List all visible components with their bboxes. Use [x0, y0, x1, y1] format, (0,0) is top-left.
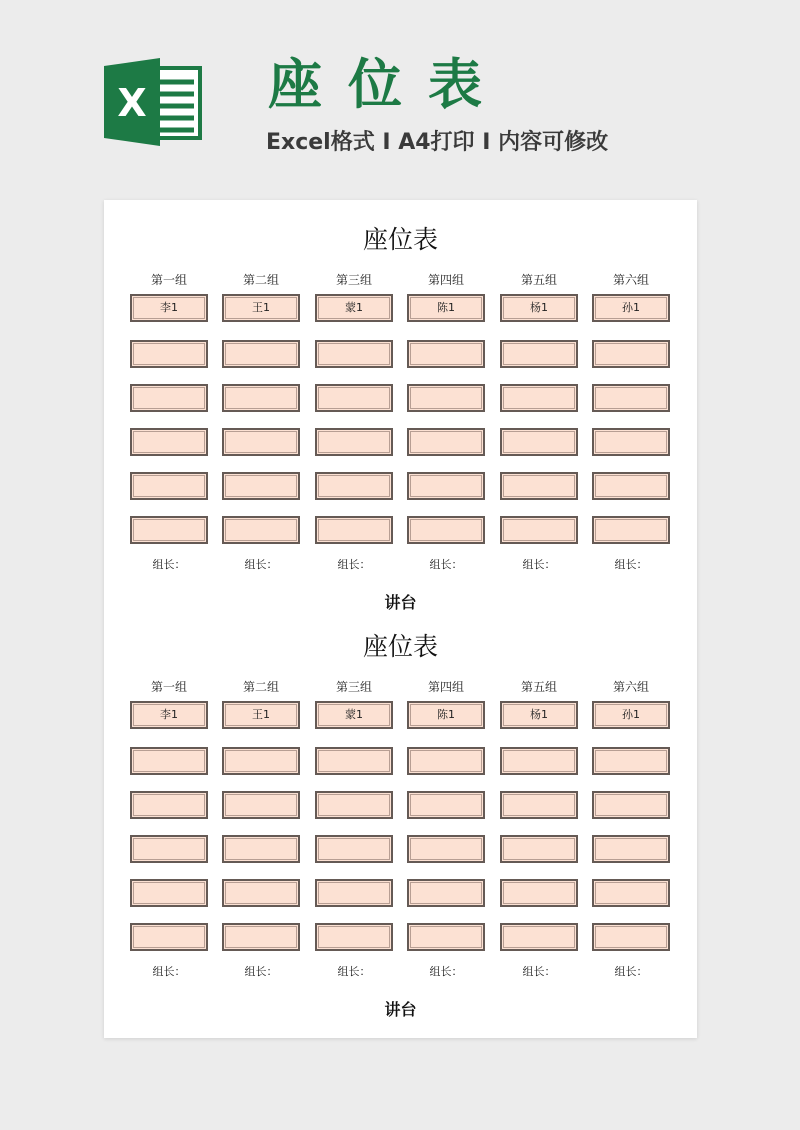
group-leader-label: 组长： — [429, 965, 463, 978]
seat-cell[interactable] — [500, 747, 578, 775]
seating-title: 座位表 — [362, 632, 438, 661]
seat-cell[interactable] — [222, 294, 300, 322]
seat-cell[interactable] — [222, 472, 300, 500]
seat-cell[interactable] — [130, 835, 208, 863]
seat-cell[interactable] — [130, 747, 208, 775]
seat-cell[interactable] — [407, 879, 485, 907]
group-header: 第六组 — [612, 273, 649, 287]
group-leader-label: 组长： — [429, 558, 463, 571]
seat-cell[interactable] — [130, 879, 208, 907]
seat-cell[interactable] — [315, 879, 393, 907]
seat-cell[interactable] — [130, 294, 208, 322]
seat-cell[interactable] — [222, 428, 300, 456]
seat-cell[interactable] — [407, 516, 485, 544]
seat-name: 李1 — [160, 708, 178, 721]
seat-cell[interactable] — [130, 472, 208, 500]
seat-cell[interactable] — [407, 340, 485, 368]
excel-icon-letter: X — [117, 81, 147, 125]
seat-cell[interactable] — [407, 835, 485, 863]
seat-cell[interactable] — [407, 428, 485, 456]
seat-cell[interactable] — [222, 340, 300, 368]
seat-cell[interactable] — [130, 923, 208, 951]
group-header: 第四组 — [427, 273, 464, 287]
seat-cell[interactable] — [500, 294, 578, 322]
seating-block — [104, 607, 697, 1017]
seat-cell[interactable] — [592, 294, 670, 322]
podium-label: 讲台 — [384, 1000, 417, 1019]
group-header: 第四组 — [427, 680, 464, 694]
seat-cell[interactable] — [407, 384, 485, 412]
seat-name: 陈1 — [437, 301, 455, 314]
group-header: 第三组 — [335, 680, 372, 694]
seat-cell[interactable] — [315, 923, 393, 951]
page-header — [0, 0, 800, 200]
seat-cell[interactable] — [222, 923, 300, 951]
seat-cell[interactable] — [592, 516, 670, 544]
seat-cell[interactable] — [315, 791, 393, 819]
seat-cell[interactable] — [592, 428, 670, 456]
group-header: 第三组 — [335, 273, 372, 287]
seat-name: 杨1 — [530, 708, 548, 721]
group-header: 第一组 — [150, 273, 187, 287]
seat-cell[interactable] — [315, 384, 393, 412]
seat-name: 王1 — [252, 708, 270, 721]
seat-cell[interactable] — [315, 701, 393, 729]
group-header: 第一组 — [150, 680, 187, 694]
seat-cell[interactable] — [407, 791, 485, 819]
seat-cell[interactable] — [500, 384, 578, 412]
group-leader-label: 组长： — [522, 558, 556, 571]
seat-name: 陈1 — [437, 708, 455, 721]
seat-cell[interactable] — [592, 835, 670, 863]
group-header: 第五组 — [520, 273, 557, 287]
group-header: 第二组 — [242, 273, 279, 287]
seat-cell[interactable] — [130, 701, 208, 729]
group-header: 第五组 — [520, 680, 557, 694]
seating-title: 座位表 — [362, 225, 438, 254]
seat-cell[interactable] — [500, 923, 578, 951]
seat-cell[interactable] — [130, 384, 208, 412]
page-subtitle: Excel格式 I A4打印 I 内容可修改 — [266, 130, 609, 155]
seat-cell[interactable] — [130, 791, 208, 819]
seat-cell[interactable] — [315, 294, 393, 322]
seat-cell[interactable] — [130, 428, 208, 456]
seat-cell[interactable] — [592, 340, 670, 368]
seat-cell[interactable] — [222, 791, 300, 819]
seat-cell[interactable] — [130, 340, 208, 368]
seat-cell[interactable] — [592, 879, 670, 907]
seat-cell[interactable] — [592, 923, 670, 951]
group-leader-label: 组长： — [614, 558, 648, 571]
group-leader-label: 组长： — [337, 965, 371, 978]
page-title: 座位表 — [268, 53, 508, 116]
seat-cell[interactable] — [130, 516, 208, 544]
podium-label: 讲台 — [384, 593, 417, 612]
seat-name: 杨1 — [530, 301, 548, 314]
group-leader-label: 组长： — [337, 558, 371, 571]
seat-cell[interactable] — [315, 472, 393, 500]
seat-cell[interactable] — [592, 747, 670, 775]
group-header: 第六组 — [612, 680, 649, 694]
seat-cell[interactable] — [500, 472, 578, 500]
group-leader-label: 组长： — [152, 965, 186, 978]
group-leader-label: 组长： — [522, 965, 556, 978]
seat-cell[interactable] — [500, 428, 578, 456]
seat-cell[interactable] — [315, 835, 393, 863]
seat-name: 孙1 — [622, 301, 640, 314]
seating-sheet — [104, 200, 697, 1038]
seat-cell[interactable] — [407, 923, 485, 951]
seat-cell[interactable] — [315, 516, 393, 544]
seat-cell[interactable] — [500, 835, 578, 863]
group-header: 第二组 — [242, 680, 279, 694]
seat-name: 蒙1 — [345, 708, 363, 721]
seat-cell[interactable] — [222, 835, 300, 863]
seat-cell[interactable] — [592, 791, 670, 819]
seat-cell[interactable] — [407, 747, 485, 775]
seat-cell[interactable] — [407, 294, 485, 322]
seat-cell[interactable] — [500, 340, 578, 368]
seat-cell[interactable] — [500, 516, 578, 544]
group-leader-label: 组长： — [244, 558, 278, 571]
seating-block — [104, 200, 697, 610]
seat-cell[interactable] — [500, 879, 578, 907]
seat-cell[interactable] — [592, 384, 670, 412]
seat-cell[interactable] — [315, 340, 393, 368]
seat-cell[interactable] — [500, 701, 578, 729]
seat-name: 蒙1 — [345, 301, 363, 314]
excel-icon — [104, 58, 204, 146]
seat-cell[interactable] — [222, 747, 300, 775]
group-leader-label: 组长： — [152, 558, 186, 571]
seat-cell[interactable] — [315, 747, 393, 775]
group-leader-label: 组长： — [244, 965, 278, 978]
group-leader-label: 组长： — [614, 965, 648, 978]
seat-name: 孙1 — [622, 708, 640, 721]
seat-cell[interactable] — [500, 791, 578, 819]
seat-cell[interactable] — [222, 384, 300, 412]
seat-cell[interactable] — [222, 879, 300, 907]
seat-cell[interactable] — [407, 701, 485, 729]
seat-cell[interactable] — [222, 701, 300, 729]
seat-cell[interactable] — [407, 472, 485, 500]
seat-name: 李1 — [160, 301, 178, 314]
seat-name: 王1 — [252, 301, 270, 314]
seat-cell[interactable] — [315, 428, 393, 456]
seat-cell[interactable] — [592, 701, 670, 729]
seat-cell[interactable] — [592, 472, 670, 500]
seat-cell[interactable] — [222, 516, 300, 544]
